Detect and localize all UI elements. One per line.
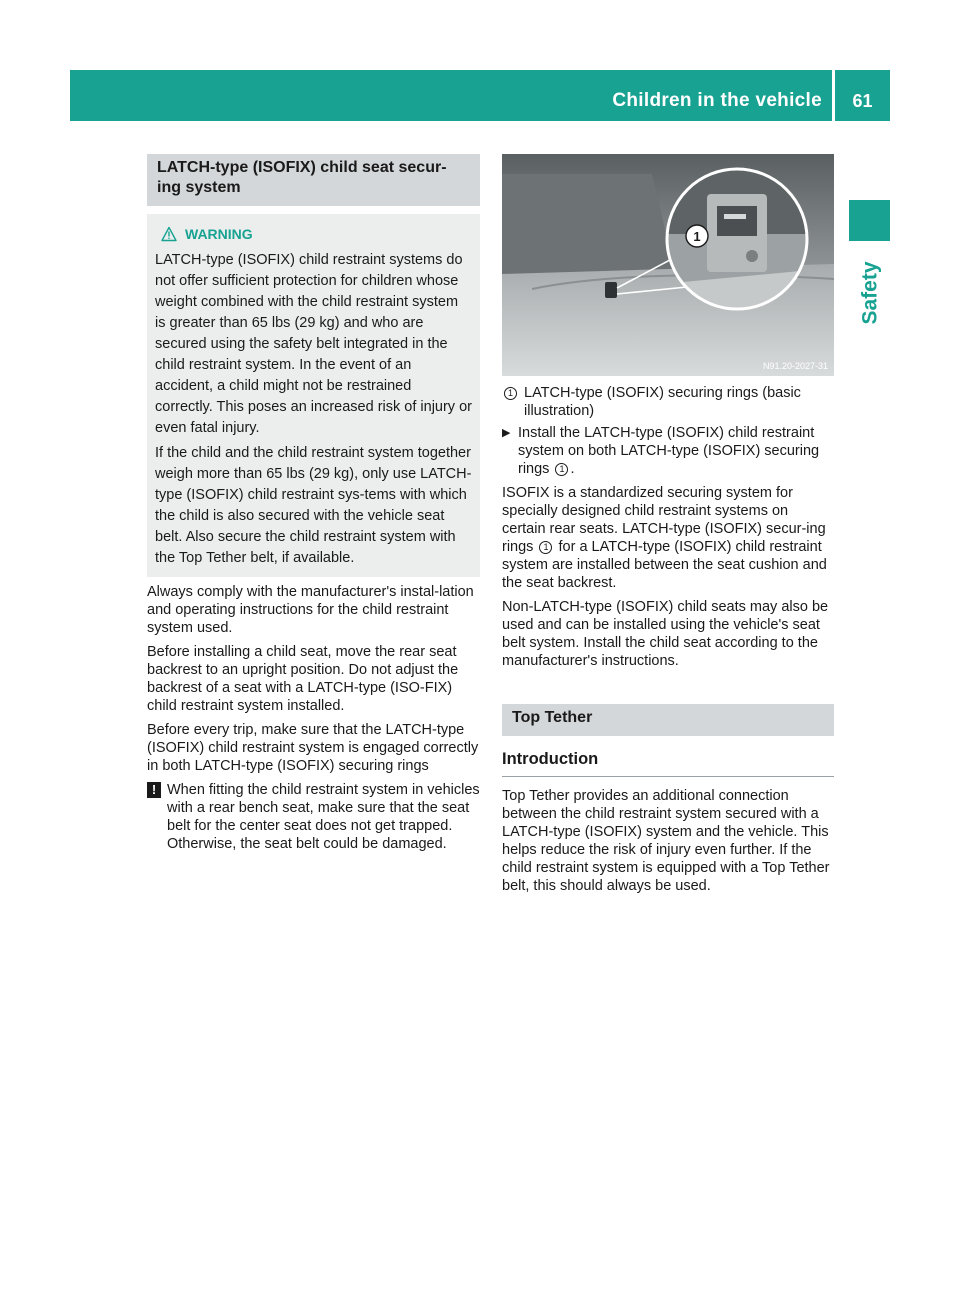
paragraph-isofix-part-b: for a LATCH-type (ISOFIX) child restraint system are installed between the seat cushion and the seat backrest. [502, 539, 827, 591]
paragraph-comply: Always comply with the manufacturer's instal-lation and operating instructions for the child restraint system used. [147, 584, 474, 636]
seat-backrest [502, 174, 677, 279]
paragraph-ref-number: 1 [539, 541, 552, 554]
paragraph-backrest: Before installing a child seat, move the rear seat backrest to an upright position. Do not adjust the backrest of a seat with a LATCH-type (ISO-FIX) child restraint system installed. [147, 644, 459, 714]
note-text: When fitting the child restraint system in vehicles with a rear bench seat, make sure that the seat belt for the center seat does not get trapped. Otherwise, the seat belt could be damaged. [167, 782, 480, 852]
side-tab-text: Safety [858, 261, 881, 325]
section-heading-top-tether: Top Tether [502, 704, 834, 736]
right-column [502, 154, 834, 895]
warning-title [155, 222, 472, 246]
side-tab-marker [849, 200, 890, 241]
chapter-title: Children in the vehicle [612, 90, 822, 111]
warning-box [147, 214, 480, 577]
legend-item [502, 384, 834, 420]
subheading-introduction: Introduction [502, 740, 834, 777]
warning-label: WARNING [185, 226, 253, 242]
paragraph-non-latch: Non-LATCH-type (ISOFIX) child seats may also be used and can be installed using the vehicle's seat belt system. Install the child seat according to the manufacturer's instructions. [502, 599, 829, 669]
anchor-small [605, 282, 617, 298]
warning-paragraph-1: LATCH-type (ISOFIX) child restraint systems do not offer sufficient protection for children whose weight combined with the child restraint system is greater than 65 lbs (29 kg) and who are secured using the safety belt integrated in the child restraint system. In the event of an accident, a child might not be restrained correctly. This poses an increased risk of injury or even fatal injury. [155, 252, 472, 436]
instruction-step [502, 424, 834, 478]
note [147, 781, 480, 853]
photo-code: N91.20-2027-31 [762, 361, 828, 371]
legend-text: LATCH-type (ISOFIX) securing rings (basic illustration) [524, 385, 801, 419]
callout-number: 1 [693, 229, 701, 244]
section-heading-latch: LATCH-type (ISOFIX) child seat secur-ing system [147, 154, 480, 206]
isofix-photo [502, 154, 834, 376]
step-arrow-icon: ▶ [502, 427, 511, 439]
paragraph-isofix-part-a: ISOFIX is a standardized securing system for specially designed child restraint systems on certain rear seats. LATCH-type (ISOFIX) secur-ing rings [502, 485, 826, 555]
paragraph-top-tether: Top Tether provides an additional connection between the child restraint system secured with a LATCH-type (ISOFIX) system and the vehicle. This helps reduce the risk of injury even further. If the child restraint system is equipped with a Top Tether belt, this should always be used. [502, 788, 830, 894]
note-exclamation-icon: ! [147, 782, 161, 798]
step-text [518, 424, 834, 478]
page-number: 61 [852, 91, 873, 111]
step-text-part-b: . [570, 461, 575, 477]
step-ref-number: 1 [555, 463, 568, 476]
isofix-illustration [502, 154, 834, 376]
paragraph-before-trip: Before every trip, make sure that the LATCH-type (ISOFIX) child restraint system is engaged correctly in both LATCH-type (ISOFIX) securing rings [147, 722, 479, 774]
side-tab-label [849, 248, 890, 338]
paragraph-isofix-standard [502, 484, 834, 592]
warning-triangle-icon [161, 226, 177, 242]
left-column [147, 154, 480, 853]
step-text-part-a: Install the LATCH-type (ISOFIX) child restraint system on both LATCH-type (ISOFIX) securing rings [518, 425, 820, 477]
warning-paragraph-2: If the child and the child restraint system together weigh more than 65 lbs (29 kg), only use LATCH-type (ISOFIX) child restraint sys-tems with which the child is also secured with the vehicle seat belt. Also secure the child restraint system with the Top Tether belt, if available. [155, 445, 472, 566]
legend-number: 1 [504, 387, 517, 400]
